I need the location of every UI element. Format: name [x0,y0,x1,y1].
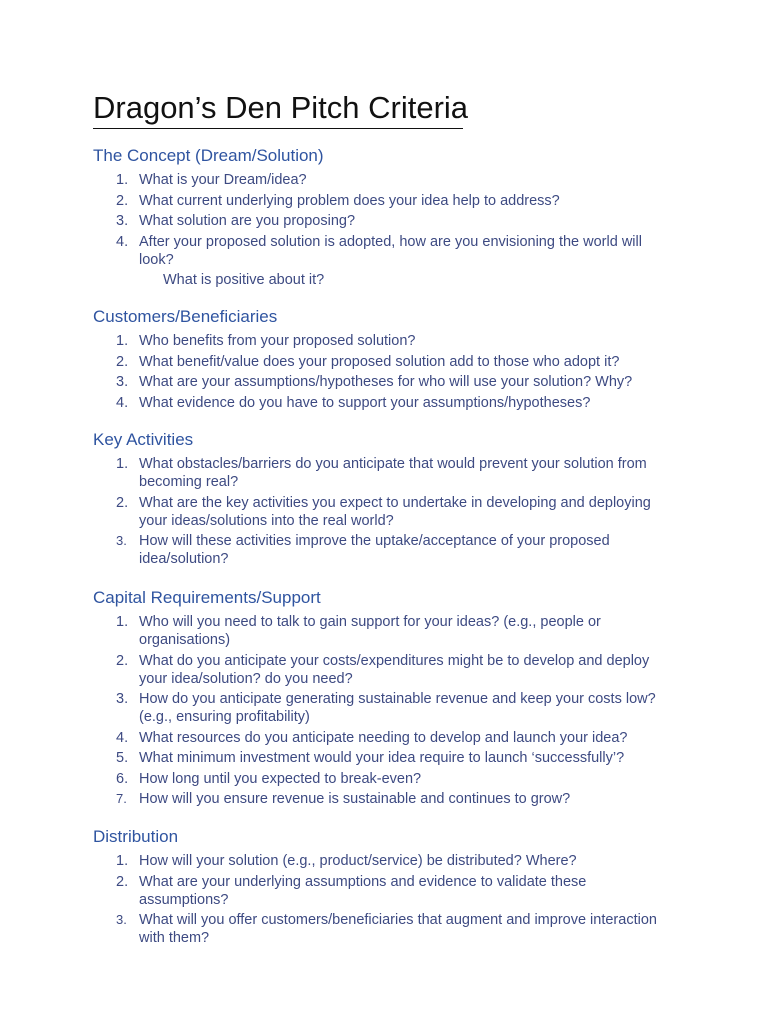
item-text: What do you anticipate your costs/expenditures might be to develop and deploy your idea/solution? do you need? [139,652,650,687]
item-text: How will your solution (e.g., product/service) be distributed? Where? [139,853,577,869]
item-number: 2. [116,873,129,890]
page-title: Dragon’s Den Pitch Criteria [93,90,469,125]
list-item [0,911,679,947]
item-number: 2. [116,494,129,511]
criteria-list [0,455,768,568]
criteria-list [0,171,768,269]
section-heading: The Concept (Dream/Solution) [93,146,324,165]
item-number: 3. [116,213,129,229]
item-text: What benefit/value does your proposed solution add to those who adopt it? [139,353,620,370]
criteria-list [0,852,768,947]
list-item [0,873,679,909]
list-item [0,613,679,649]
item-number: 4. [116,233,129,250]
item-text: How do you anticipate generating sustainable revenue and keep your costs low? (e.g., ensuring profitability) [139,691,656,725]
sub-question: What is positive about it? [163,272,325,288]
list-item [0,852,679,870]
item-number: 1. [116,456,129,472]
item-number: 4. [116,394,129,411]
section-capital-requirements [0,587,768,811]
section-concept [0,145,768,289]
item-number: 2. [116,353,129,370]
item-text: What are the key activities you expect to undertake in developing and deploying your ideas/solutions into the real world? [139,494,651,529]
item-text: Who will you need to talk to gain support for your ideas? (e.g., people or organisations) [139,614,601,648]
section-heading: Key Activities [93,430,194,449]
section-key-activities [0,429,768,571]
list-item [0,532,679,568]
item-text: What current underlying problem does your idea help to address? [139,192,560,209]
item-number: 1. [116,614,129,630]
item-number: 1. [116,172,129,188]
item-text: Who benefits from your proposed solution? [139,333,416,349]
item-number: 1. [116,333,129,349]
item-text: What are your assumptions/hypotheses for who will use your solution? Why? [139,374,633,390]
list-item [0,394,679,412]
item-text: What resources do you anticipate needing to develop and launch your idea? [139,729,628,746]
item-number: 7. [116,791,127,806]
item-text: What are your underlying assumptions and evidence to validate these assumptions? [139,873,587,908]
list-item [0,729,679,747]
item-text: How long until you expected to break-even? [139,770,422,787]
list-item [0,212,679,230]
list-item [0,332,679,350]
item-number: 3. [116,912,127,927]
section-customers [0,306,768,414]
list-item [0,455,679,491]
section-heading: Distribution [93,827,179,846]
item-text: What solution are you proposing? [139,213,356,229]
title-underline [93,128,463,129]
item-number: 2. [116,192,129,209]
criteria-list [0,332,768,412]
item-number: 5. [116,750,129,766]
list-item [0,770,679,788]
list-item [0,494,679,530]
section-distribution [0,826,768,950]
item-text: What obstacles/barriers do you anticipate that would prevent your solution from becoming real? [139,456,647,490]
item-number: 3. [116,691,129,707]
list-item [0,171,679,189]
item-number: 1. [116,853,129,869]
list-item [0,233,679,269]
list-item [0,353,679,371]
item-text: What will you offer customers/beneficiaries that augment and improve interaction with them? [139,912,657,946]
section-heading: Capital Requirements/Support [93,588,321,607]
item-text: What minimum investment would your idea require to launch ‘successfully’? [139,750,625,766]
item-text: How will you ensure revenue is sustainable and continues to grow? [139,791,571,807]
list-item [0,192,679,210]
criteria-list [0,613,768,808]
item-number: 3. [116,374,129,390]
item-text: After your proposed solution is adopted, how are you envisioning the world will look? [139,233,642,268]
list-item [0,373,679,391]
item-number: 4. [116,729,129,746]
list-item [0,652,679,688]
list-item [0,790,679,808]
item-text: What evidence do you have to support your assumptions/hypotheses? [139,394,591,411]
section-heading: Customers/Beneficiaries [93,307,278,326]
item-number: 2. [116,652,129,669]
item-number: 6. [116,770,129,787]
item-number: 3. [116,533,127,548]
list-item [0,690,679,726]
item-text: How will these activities improve the uptake/acceptance of your proposed idea/solution? [139,533,610,567]
item-text: What is your Dream/idea? [139,172,307,188]
list-item [0,749,679,767]
